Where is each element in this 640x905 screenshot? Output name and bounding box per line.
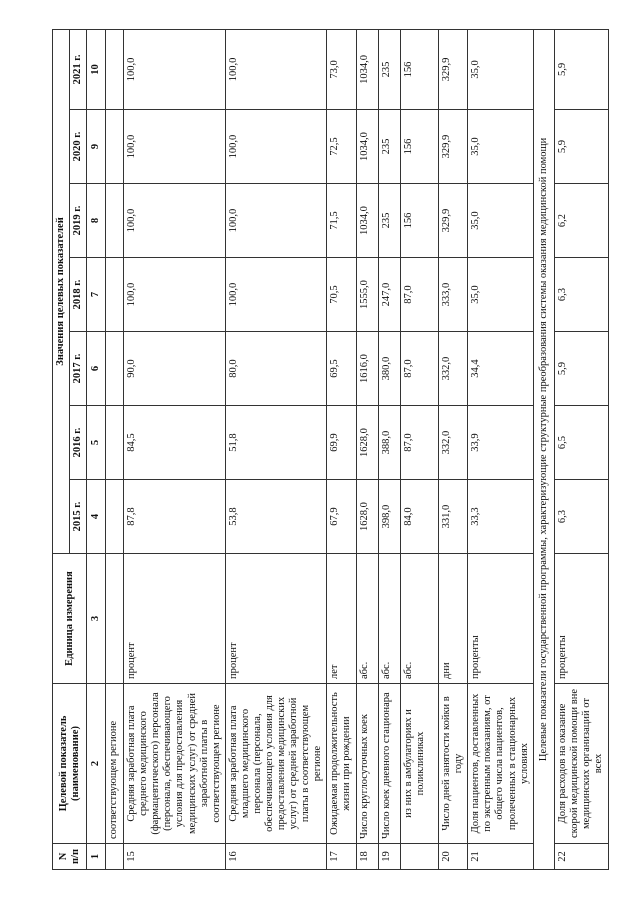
- column-index: 7: [87, 258, 106, 332]
- value-cell: 80,0: [225, 332, 327, 406]
- row-number: [106, 844, 124, 870]
- header-year: 2018 г.: [70, 258, 87, 332]
- table-row: [327, 29, 357, 869]
- value-cell: [106, 184, 124, 258]
- value-cell: 1034,0: [357, 184, 379, 258]
- row-number: 22: [554, 844, 608, 870]
- value-cell: 156: [401, 184, 439, 258]
- column-index: 6: [87, 332, 106, 406]
- value-cell: 35,0: [468, 110, 533, 184]
- value-cell: 6,3: [554, 258, 608, 332]
- header-year: 2016 г.: [70, 406, 87, 480]
- value-cell: 380,0: [379, 332, 401, 406]
- value-cell: 1034,0: [357, 29, 379, 109]
- value-cell: 6,2: [554, 184, 608, 258]
- indicator-name: Число круглосуточных коек: [357, 684, 379, 844]
- column-index: 9: [87, 110, 106, 184]
- value-cell: [106, 332, 124, 406]
- value-cell: 35,0: [468, 258, 533, 332]
- unit-cell: процент: [124, 554, 226, 684]
- column-index: 3: [87, 554, 106, 684]
- table-row: [357, 29, 379, 869]
- table-row: [401, 29, 439, 869]
- indicator-name: Доля расходов на оказание скорой медицинской помощи вне медицинских организаций от всех: [554, 684, 608, 844]
- table-row: [379, 29, 401, 869]
- row-number: 16: [225, 844, 327, 870]
- value-cell: 87,0: [401, 332, 439, 406]
- value-cell: 35,0: [468, 184, 533, 258]
- unit-cell: абс.: [357, 554, 379, 684]
- value-cell: 5,9: [554, 110, 608, 184]
- value-cell: 235: [379, 110, 401, 184]
- indicator-name: Доля пациентов, доставленных по экстренным показаниям, от общего числа пациентов, пролеченных в стационарных условиях: [468, 684, 533, 844]
- value-cell: 329,9: [439, 29, 468, 109]
- row-number: 21: [468, 844, 533, 870]
- value-cell: 67,9: [327, 480, 357, 554]
- value-cell: 90,0: [124, 332, 226, 406]
- unit-cell: лет: [327, 554, 357, 684]
- unit-cell: проценты: [468, 554, 533, 684]
- table-row: [225, 29, 327, 869]
- value-cell: 72,5: [327, 110, 357, 184]
- value-cell: 73,0: [327, 29, 357, 109]
- value-cell: 53,8: [225, 480, 327, 554]
- column-index: 8: [87, 184, 106, 258]
- value-cell: [106, 29, 124, 109]
- value-cell: 329,9: [439, 184, 468, 258]
- value-cell: 33,3: [468, 480, 533, 554]
- value-cell: 331,0: [439, 480, 468, 554]
- value-cell: 332,0: [439, 332, 468, 406]
- unit-cell: абс.: [401, 554, 439, 684]
- value-cell: 6,5: [554, 406, 608, 480]
- unit-cell: дни: [439, 554, 468, 684]
- section-title: Целевые показатели государственной программы, характеризующие структурные преобразования системы оказания медицинской помощи: [533, 29, 554, 869]
- value-cell: 69,9: [327, 406, 357, 480]
- section-row: [533, 29, 554, 869]
- value-cell: 329,9: [439, 110, 468, 184]
- row-number: 18: [357, 844, 379, 870]
- row-number: 17: [327, 844, 357, 870]
- indicator-name: Средняя заработная плата среднего медицинского (фармацевтического) персонала (персонала, обеспечивающего условия для предоставления медицинских услуг) от средней заработной платы в соответствующем регионе: [124, 684, 226, 844]
- value-cell: 1628,0: [357, 406, 379, 480]
- table-row: [468, 29, 533, 869]
- value-cell: 87,0: [401, 406, 439, 480]
- rotated-table-page: [52, 30, 604, 870]
- value-cell: 100,0: [124, 184, 226, 258]
- column-index: 5: [87, 406, 106, 480]
- value-cell: 71,5: [327, 184, 357, 258]
- value-cell: 235: [379, 29, 401, 109]
- unit-cell: абс.: [379, 554, 401, 684]
- value-cell: 100,0: [124, 258, 226, 332]
- value-cell: 6,3: [554, 480, 608, 554]
- value-cell: 87,0: [401, 258, 439, 332]
- value-cell: 332,0: [439, 406, 468, 480]
- value-cell: 84,5: [124, 406, 226, 480]
- value-cell: 398,0: [379, 480, 401, 554]
- value-cell: 87,8: [124, 480, 226, 554]
- value-cell: 100,0: [225, 258, 327, 332]
- value-cell: 51,8: [225, 406, 327, 480]
- value-cell: 156: [401, 110, 439, 184]
- column-index-row: [87, 29, 106, 869]
- column-index: 10: [87, 29, 106, 109]
- unit-cell: процент: [225, 554, 327, 684]
- value-cell: [106, 406, 124, 480]
- header-values: Значения целевых показателей: [53, 29, 70, 553]
- value-cell: 235: [379, 184, 401, 258]
- value-cell: 333,0: [439, 258, 468, 332]
- table-row: [106, 29, 124, 869]
- indicator-name: Число коек дневного стационара: [379, 684, 401, 844]
- column-index: 4: [87, 480, 106, 554]
- header-year: 2021 г.: [70, 29, 87, 109]
- value-cell: [106, 110, 124, 184]
- indicator-name: из них в амбулаториях и поликлиниках: [401, 684, 439, 844]
- value-cell: 388,0: [379, 406, 401, 480]
- row-number: [401, 844, 439, 870]
- column-index: 1: [87, 844, 106, 870]
- value-cell: 1628,0: [357, 480, 379, 554]
- header-no: N п/п: [53, 844, 87, 870]
- value-cell: 1034,0: [357, 110, 379, 184]
- table-row: [439, 29, 468, 869]
- value-cell: 5,9: [554, 29, 608, 109]
- indicator-name: соответствующем регионе: [106, 684, 124, 844]
- value-cell: 69,5: [327, 332, 357, 406]
- column-index: 2: [87, 684, 106, 844]
- value-cell: [106, 258, 124, 332]
- value-cell: 247,0: [379, 258, 401, 332]
- value-cell: 34,4: [468, 332, 533, 406]
- value-cell: 100,0: [124, 110, 226, 184]
- value-cell: 1555,0: [357, 258, 379, 332]
- unit-cell: [106, 554, 124, 684]
- targets-table: [52, 29, 609, 870]
- value-cell: 156: [401, 29, 439, 109]
- indicator-name: Ожидаемая продолжительность жизни при рождении: [327, 684, 357, 844]
- value-cell: [106, 480, 124, 554]
- row-number: 15: [124, 844, 226, 870]
- header-year: 2020 г.: [70, 110, 87, 184]
- value-cell: 33,9: [468, 406, 533, 480]
- value-cell: 35,0: [468, 29, 533, 109]
- header-year: 2015 г.: [70, 480, 87, 554]
- table-body: [87, 29, 609, 869]
- value-cell: 5,9: [554, 332, 608, 406]
- table-row: [124, 29, 226, 869]
- indicator-name: Число дней занятости койки в году: [439, 684, 468, 844]
- value-cell: 100,0: [225, 29, 327, 109]
- row-number: 20: [439, 844, 468, 870]
- unit-cell: проценты: [554, 554, 608, 684]
- table-row: [554, 29, 608, 869]
- value-cell: 84,0: [401, 480, 439, 554]
- value-cell: 100,0: [225, 110, 327, 184]
- value-cell: 100,0: [124, 29, 226, 109]
- header-indicator: Целевой показатель (наименование): [53, 684, 87, 844]
- indicator-name: Средняя заработная плата младшего медицинского персонала (персонала, обеспечивающего условия для предоставления медицинских услуг) от средней заработной платы в соответствующем регионе: [225, 684, 327, 844]
- value-cell: 100,0: [225, 184, 327, 258]
- header-year: 2019 г.: [70, 184, 87, 258]
- value-cell: 1616,0: [357, 332, 379, 406]
- value-cell: 70,5: [327, 258, 357, 332]
- header-unit: Единица измерения: [53, 554, 87, 684]
- header-year: 2017 г.: [70, 332, 87, 406]
- row-number: 19: [379, 844, 401, 870]
